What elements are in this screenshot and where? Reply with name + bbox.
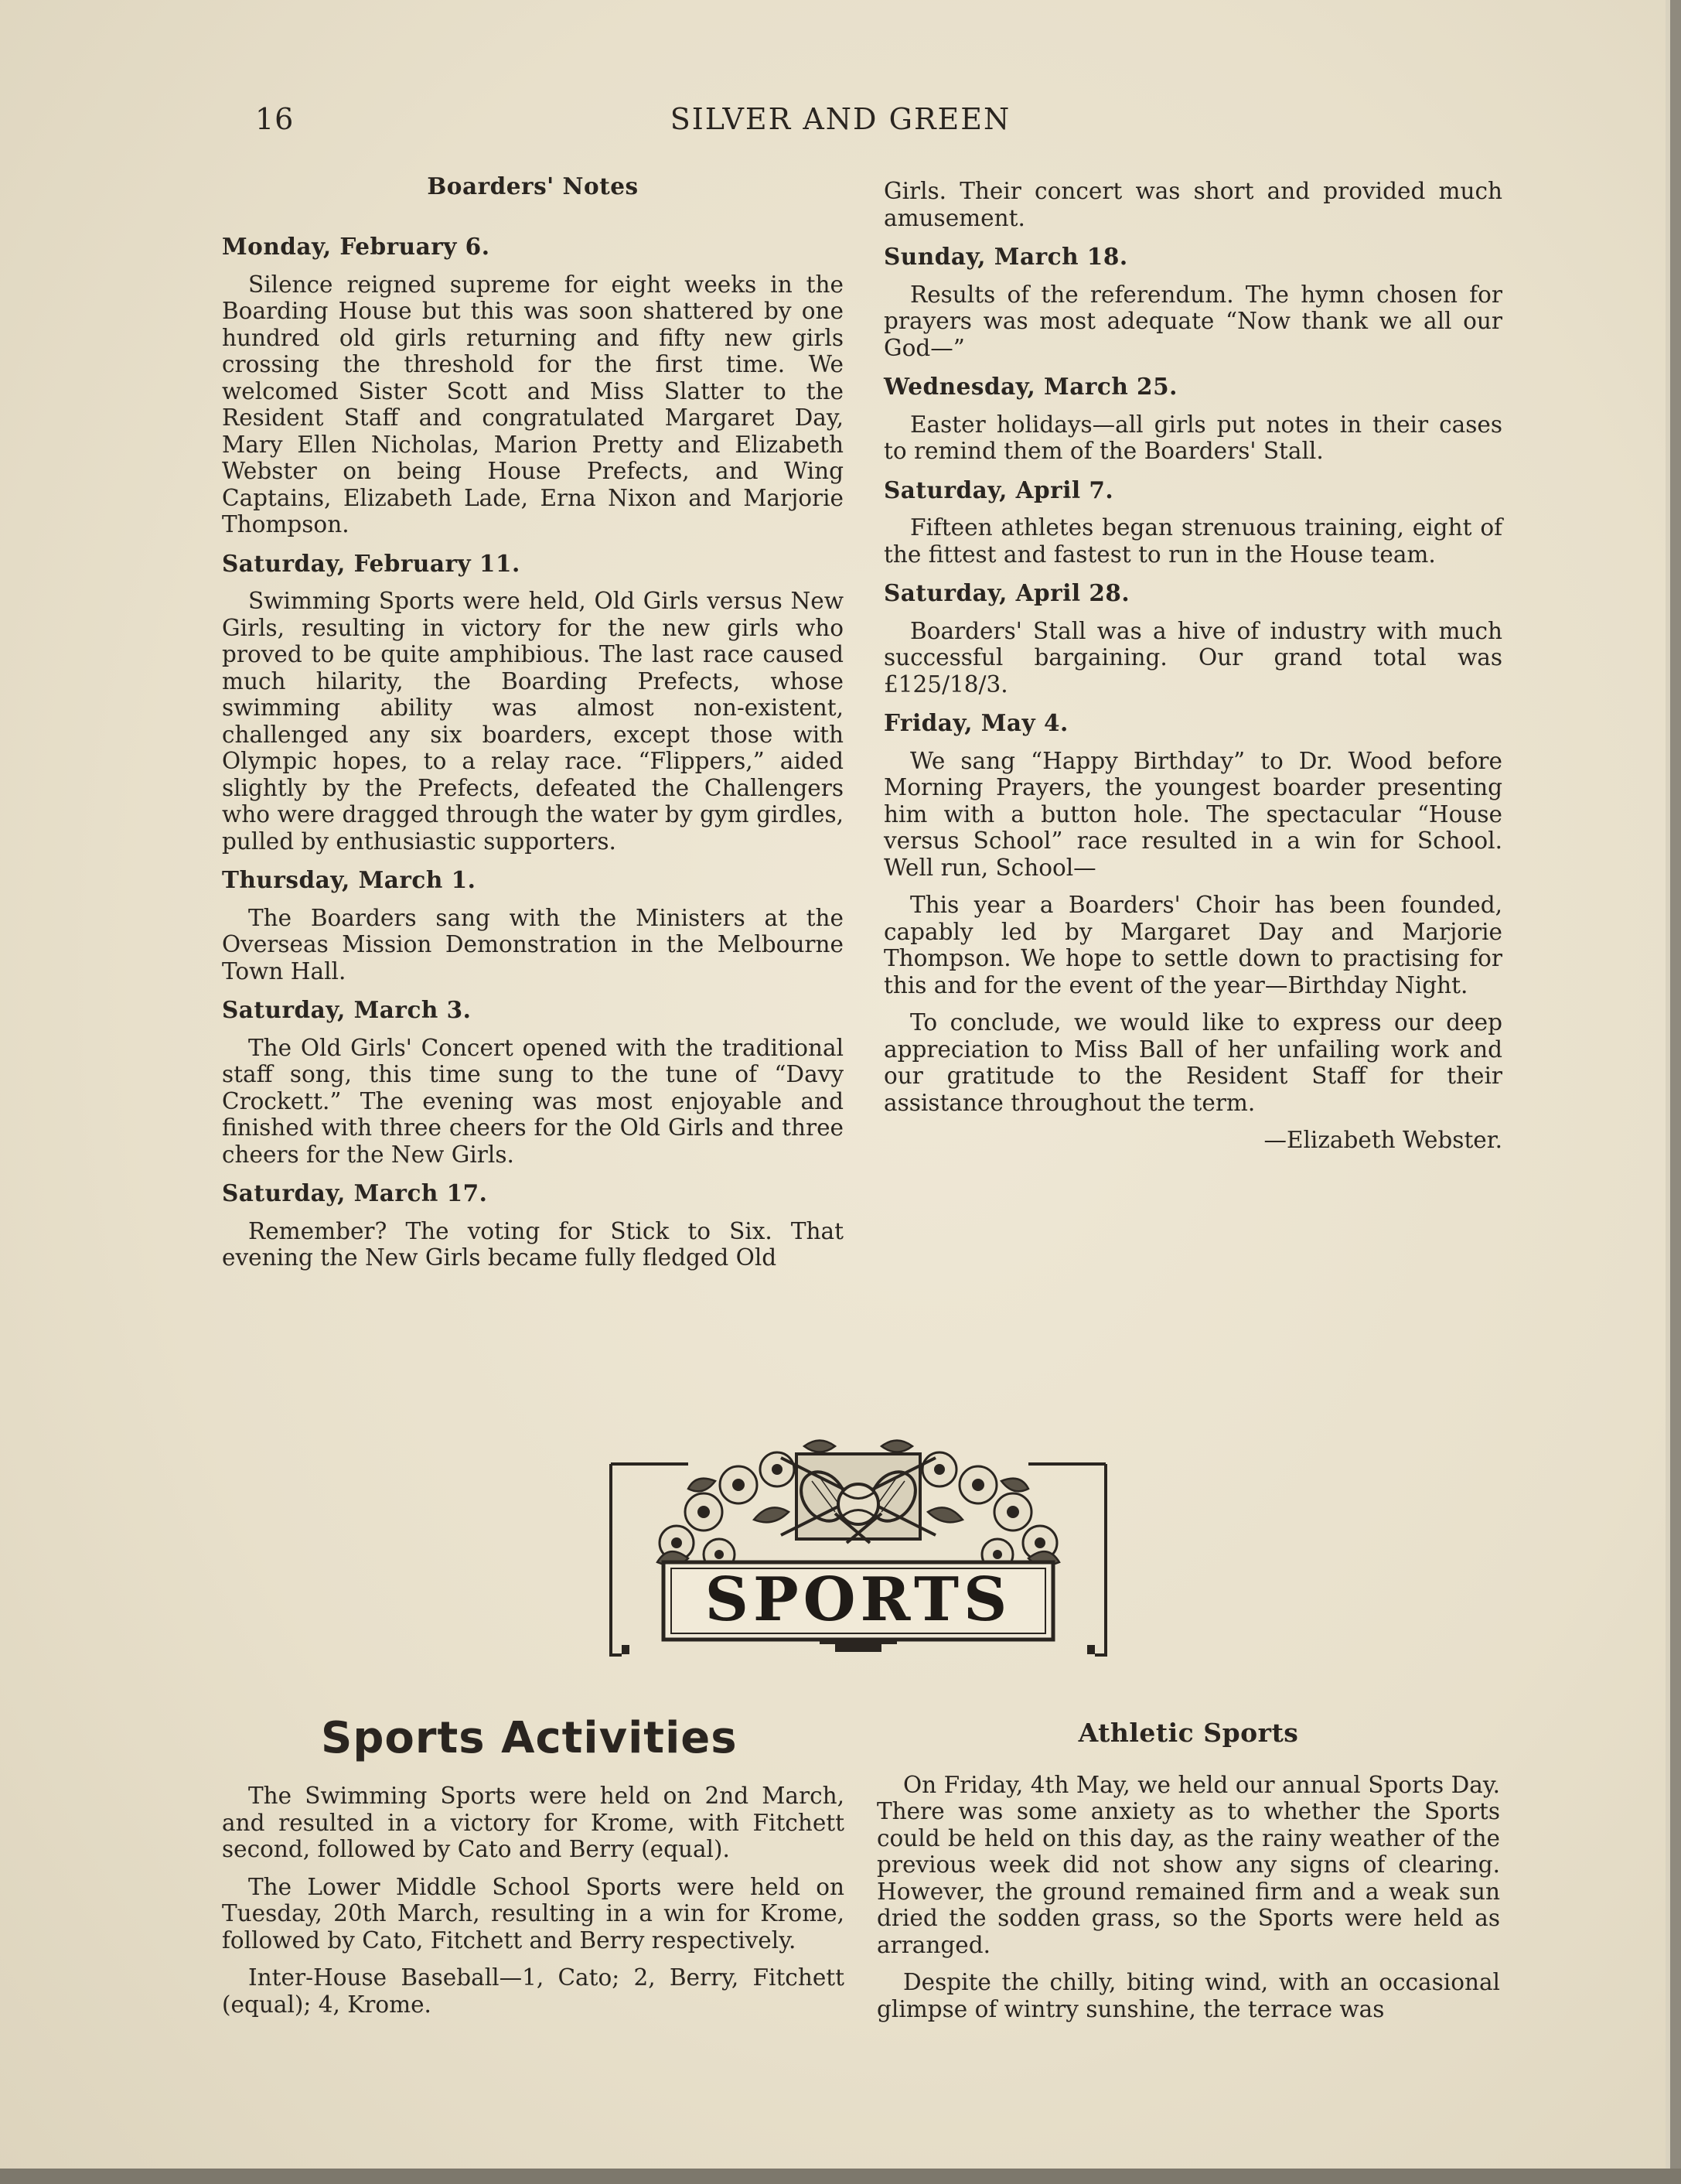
athletic-sports-heading: Athletic Sports — [1078, 1718, 1299, 1748]
page-edge-highlight — [1666, 0, 1670, 2184]
closing-paragraph: To conclude, we would like to express our deep appreciation to Miss Ball of her unfailing work and our gratitude to the Resident Staff for their assistance throughout the term. — [884, 1009, 1502, 1116]
running-head: SILVER AND GREEN — [670, 102, 1011, 136]
entry-text: The Boarders sang with the Ministers at the Overseas Mission Demonstration in the Melbourne Town Hall. — [222, 904, 844, 985]
entry-text: Easter holidays—all girls put notes in their cases to remind them of the Boarders' Stall. — [884, 411, 1502, 464]
athletic-sports-column — [877, 1720, 1500, 2033]
entry-text: Silence reigned supreme for eight weeks in the Boarding House but this was soon shattered by one hundred old girls returning and fifty new girls crossing the threshold for the first time. We welcomed Sister Scott and Miss Slatter to the Resident Staff and congratulated Margaret Day, Mary Ellen Nicholas, Marion Pretty and Elizabeth Webster on being House Prefects, and Wing Captains, Elizabeth Lade, Erna Nixon and Marjorie Thompson. — [222, 271, 844, 537]
entry-date: Saturday, April 28. — [884, 579, 1130, 606]
athletic-sports-paragraph: On Friday, 4th May, we held our annual Sports Day. There was some anxiety as to whether the Sports could be held on this day, as the rainy weather of the previous week did not show any signs of clearing. However, the ground remained firm and a weak sun dried the sodden grass, so the Sports were held as arranged. — [877, 1771, 1500, 1958]
boarders-notes-title: Boarders' Notes — [427, 172, 639, 200]
closing-paragraph: This year a Boarders' Choir has been founded, capably led by Margaret Day and Marjorie Thompson. We hope to settle down to practising for this and for the event of the year—Birthday Night. — [884, 892, 1502, 998]
sports-activities-column — [222, 1783, 844, 2029]
entry-date: Friday, May 4. — [884, 709, 1069, 736]
entry-date: Saturday, March 3. — [222, 996, 472, 1023]
entry-date: Monday, February 6. — [222, 233, 490, 260]
boarders-notes-right-column — [884, 178, 1502, 1165]
sports-activities-paragraph: Inter-House Baseball—1, Cato; 2, Berry, Fitchett (equal); 4, Krome. — [222, 1964, 844, 2018]
entry-date: Saturday, March 17. — [222, 1179, 488, 1206]
boarders-notes-left-column — [222, 172, 844, 1282]
entry-text: We sang “Happy Birthday” to Dr. Wood before Morning Prayers, the youngest boarder presenting him with a button hole. The spectacular “House versus School” race resulted in a win for School. Well run, School— — [884, 747, 1502, 881]
page-edge — [1670, 0, 1681, 2184]
entry-text: The Old Girls' Concert opened with the traditional staff song, this time sung to the tune of “Davy Crockett.” The evening was most enjoyable and finished with three cheers for the Old Girls and three cheers for the New Girls. — [222, 1034, 844, 1168]
entry-date: Saturday, April 7. — [884, 476, 1114, 503]
ball-icon — [838, 1484, 878, 1524]
entry-date: Sunday, March 18. — [884, 243, 1128, 270]
entry-date: Wednesday, March 25. — [884, 373, 1178, 400]
entry-date: Saturday, February 11. — [222, 549, 520, 577]
sports-activities-heading: Sports Activities — [321, 1713, 738, 1763]
athletic-sports-paragraph: Despite the chilly, biting wind, with an occasional glimpse of wintry sunshine, the terrace was — [877, 1969, 1500, 2022]
sports-banner-label: SPORTS — [704, 1565, 1012, 1635]
bottom-edge — [0, 2169, 1681, 2184]
entry-text: Swimming Sports were held, Old Girls versus New Girls, resulting in victory for the new girls who proved to be quite amphibious. The last race caused much hilarity, the Boarding Prefects, whose swimming ability was almost non-existent, challenged any six boarders, except those with Olympic hopes, to a relay race. “Flippers,” aided slightly by the Prefects, defeated the Challengers who were dragged through the water by gym girdles, pulled by enthusiastic supporters. — [222, 588, 844, 855]
continuation-text: Girls. Their concert was short and provided much amusement. — [884, 178, 1502, 231]
signature: —Elizabeth Webster. — [1263, 1127, 1502, 1153]
page-number: 16 — [255, 102, 295, 136]
sports-activities-paragraph: The Swimming Sports were held on 2nd March, and resulted in a victory for Krome, with Fitchett second, followed by Cato and Berry (equal). — [222, 1783, 844, 1862]
entry-text: Remember? The voting for Stick to Six. That evening the New Girls became fully fledged Old — [222, 1217, 844, 1271]
entry-text: Boarders' Stall was a hive of industry with much successful bargaining. Our grand total was £125/18/3. — [884, 617, 1502, 698]
entry-date: Thursday, March 1. — [222, 866, 476, 893]
entry-text: Results of the referendum. The hymn chosen for prayers was most adequate “Now thank we all our God—” — [884, 281, 1502, 361]
entry-text: Fifteen athletes began strenuous training, eight of the fittest and fastest to run in the House team. — [884, 514, 1502, 568]
sports-activities-paragraph: The Lower Middle School Sports were held on Tuesday, 20th March, resulting in a win for Krome, followed by Cato, Fitchett and Berry respectively. — [222, 1873, 844, 1954]
sports-banner — [603, 1427, 1113, 1682]
